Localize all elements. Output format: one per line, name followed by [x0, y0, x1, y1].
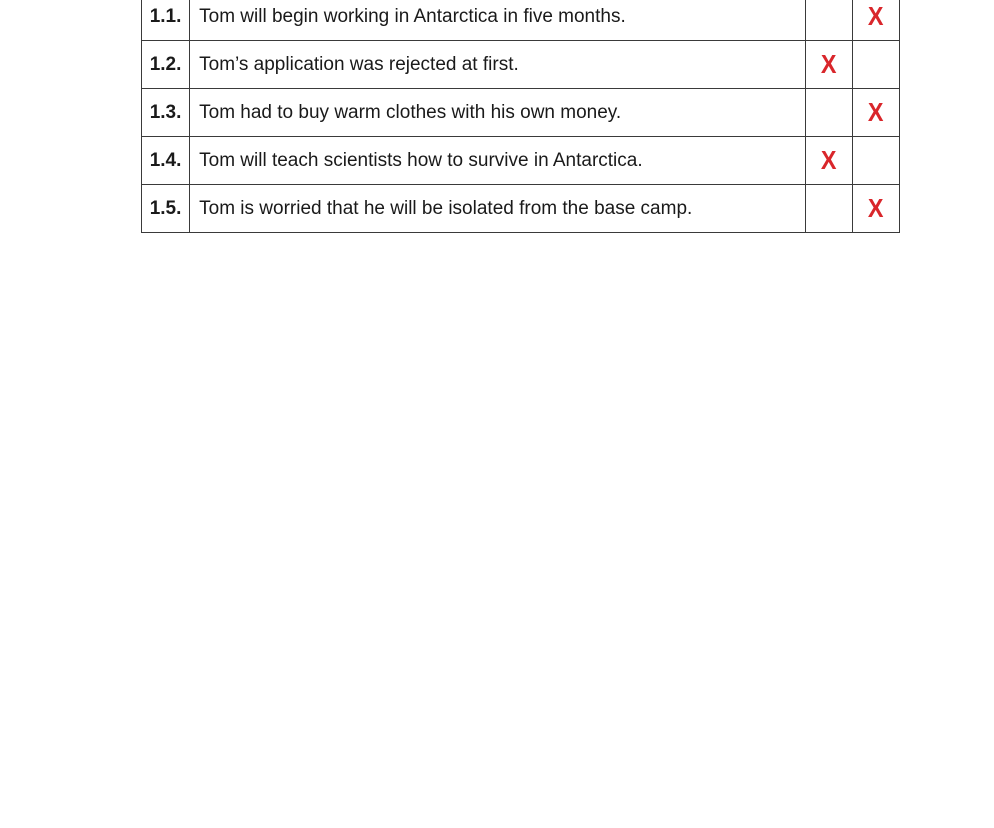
answer-cell-col2[interactable] [852, 137, 899, 185]
answer-cell-col2[interactable] [852, 89, 899, 137]
cross-mark: X [868, 193, 884, 223]
cross-mark: X [820, 145, 837, 175]
question-statement: Tom will begin working in Antarctica in five months. [190, 0, 806, 41]
question-statement: Tom’s application was rejected at first. [190, 41, 806, 89]
answer-cell-col2[interactable] [852, 185, 899, 233]
question-number: 1.4. [142, 137, 190, 185]
cross-mark: X [820, 49, 837, 79]
question-number: 1.2. [142, 41, 190, 89]
question-number: 1.3. [142, 89, 190, 137]
table-row [142, 89, 900, 137]
answer-cell-col1[interactable] [805, 41, 852, 89]
cross-mark: X [868, 97, 884, 127]
cross-mark: X [868, 1, 884, 31]
question-statement: Tom had to buy warm clothes with his own money. [190, 89, 806, 137]
answer-cell-col2[interactable] [852, 0, 899, 41]
question-number: 1.5. [142, 185, 190, 233]
answer-cell-col1[interactable] [805, 137, 852, 185]
table-row [142, 137, 900, 185]
answer-cell-col1[interactable] [805, 185, 852, 233]
question-number: 1.1. [142, 0, 190, 41]
answer-cell-col1[interactable] [805, 89, 852, 137]
answer-cell-col2[interactable] [852, 41, 899, 89]
table-row [142, 185, 900, 233]
question-statement: Tom will teach scientists how to survive in Antarctica. [190, 137, 806, 185]
question-statement: Tom is worried that he will be isolated from the base camp. [190, 185, 806, 233]
answer-table [141, 0, 900, 233]
table-row [142, 41, 900, 89]
table-row [142, 0, 900, 41]
answer-cell-col1[interactable] [805, 0, 852, 41]
